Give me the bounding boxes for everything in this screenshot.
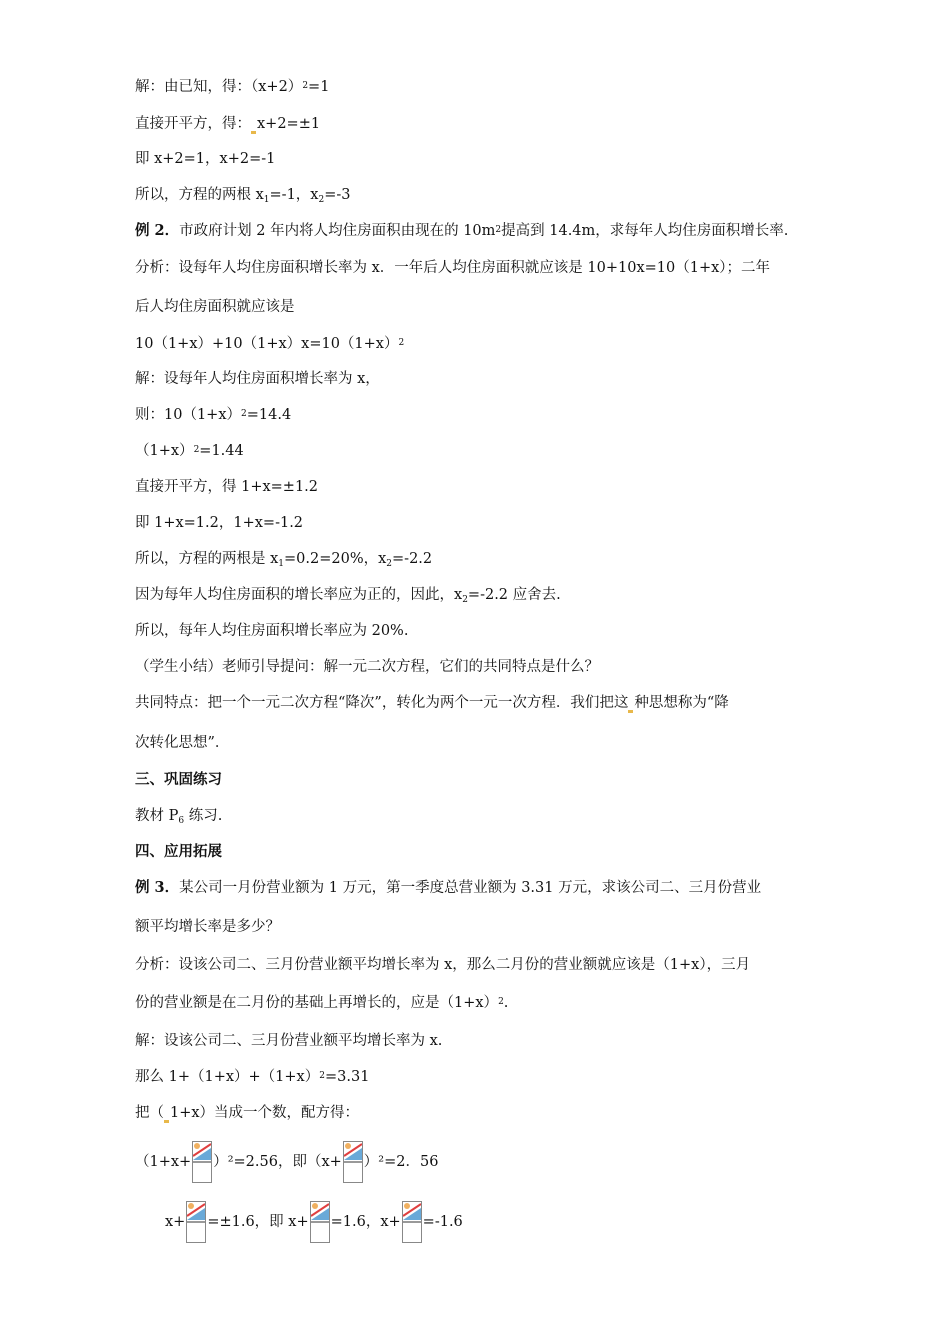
eq-text: ）²=2.56，即（x+ — [213, 1154, 342, 1170]
fraction-image-icon — [186, 1201, 206, 1243]
example-label: 例 2． — [135, 222, 180, 239]
text-line: 解：设每年人均住房面积增长率为 x， — [135, 371, 380, 387]
text-line: 直接开平方，得： x+2=±1 — [135, 116, 321, 132]
fraction-image-icon — [402, 1201, 422, 1243]
text-line: 则：$10(1+x)^2=14.4$ — [135, 407, 292, 423]
eq-text: =-1.6 — [422, 1214, 463, 1230]
marker-dot — [251, 131, 256, 134]
example-3-line: 例 3．某公司一月份营业额为 1 万元，第一季度总营业额为 3.31 万元，求该公司二、三月份营业 — [135, 879, 762, 896]
eq-text: x+ — [165, 1214, 186, 1230]
section-heading-3: 三、巩固练习 — [135, 771, 222, 788]
marker-dot — [164, 1120, 169, 1123]
fraction-image-icon — [192, 1141, 212, 1183]
text-line: 份的营业额是在二月份的基础上再增长的，应是$(1+x)^2$. — [135, 995, 509, 1011]
marker-dot — [628, 710, 633, 713]
text-line: 教材 $P_6$ 练习. — [135, 808, 223, 826]
equation-line-1 — [135, 1140, 438, 1184]
text-line: （学生小结）老师引导提问：解一元二次方程，它们的共同特点是什么？ — [135, 659, 599, 675]
eq-text: ）²=2．56 — [363, 1154, 439, 1170]
text-line: 额平均增长率是多少？ — [135, 919, 280, 935]
text-line: 因为每年人均住房面积的增长率应为正的，因此，$x_2=-2.2$ 应舍去. — [135, 587, 561, 605]
text-line: 后人均住房面积就应该是 — [135, 299, 295, 315]
text-line: 即 1+x=1.2，1+x=-1.2 — [135, 515, 304, 531]
text-line: $(1+x)^2=1.44$ — [135, 443, 244, 459]
text-line: 所以，方程的两根 $x_1=-1$，$x_2=-3$ — [135, 187, 351, 205]
text-line: 次转化思想”． — [135, 735, 230, 751]
section-heading-4: 四、应用拓展 — [135, 843, 222, 860]
text-line: 把（ 1+x）当成一个数，配方得： — [135, 1105, 360, 1121]
text-line: 分析：设每年人均住房面积增长率为 x．一年后人均住房面积就应该是 10+10x=10（1+x）；二年 — [135, 260, 771, 276]
text-line: 即 x+2=1，x+2=-1 — [135, 151, 276, 167]
equation-line-2 — [165, 1200, 463, 1244]
text-line: 所以，每年人均住房面积增长率应为 20%. — [135, 623, 409, 639]
example-2-line: 例 2．市政府计划 2 年内将人均住房面积由现在的 $10m^2$提高到 14.4m，求每年人均住房面积增长率. — [135, 222, 789, 239]
text-line: 分析：设该公司二、三月份营业额平均增长率为 x，那么二月份的营业额就应该是（1+x），三月 — [135, 957, 751, 973]
fraction-image-icon — [310, 1201, 330, 1243]
example-label: 例 3． — [135, 879, 180, 896]
text-line: 所以，方程的两根是 $x_1=0.2=20\%$，$x_2=-2.2$ — [135, 551, 433, 569]
eq-text: =±1.6，即 x+ — [207, 1214, 309, 1230]
text-line: 解：设该公司二、三月份营业额平均增长率为 x. — [135, 1033, 443, 1049]
text-line: 解：由已知，得：$(x+2)^2=1$ — [135, 79, 330, 95]
eq-text: （1+x+ — [135, 1154, 192, 1170]
fraction-image-icon — [343, 1141, 363, 1183]
text-line: 共同特点：把一个一元二次方程“降次”，转化为两个一元一次方程．我们把这 种思想称为“降 — [135, 695, 729, 711]
text-line: 那么 $1+(1+x)+(1+x)^2=3.31$ — [135, 1069, 370, 1085]
text-line: $10(1+x)+10(1+x)x=10(1+x)^2$ — [135, 336, 405, 352]
eq-text: =1.6，x+ — [330, 1214, 401, 1230]
text-line: 直接开平方，得 1+x=±1.2 — [135, 479, 319, 495]
